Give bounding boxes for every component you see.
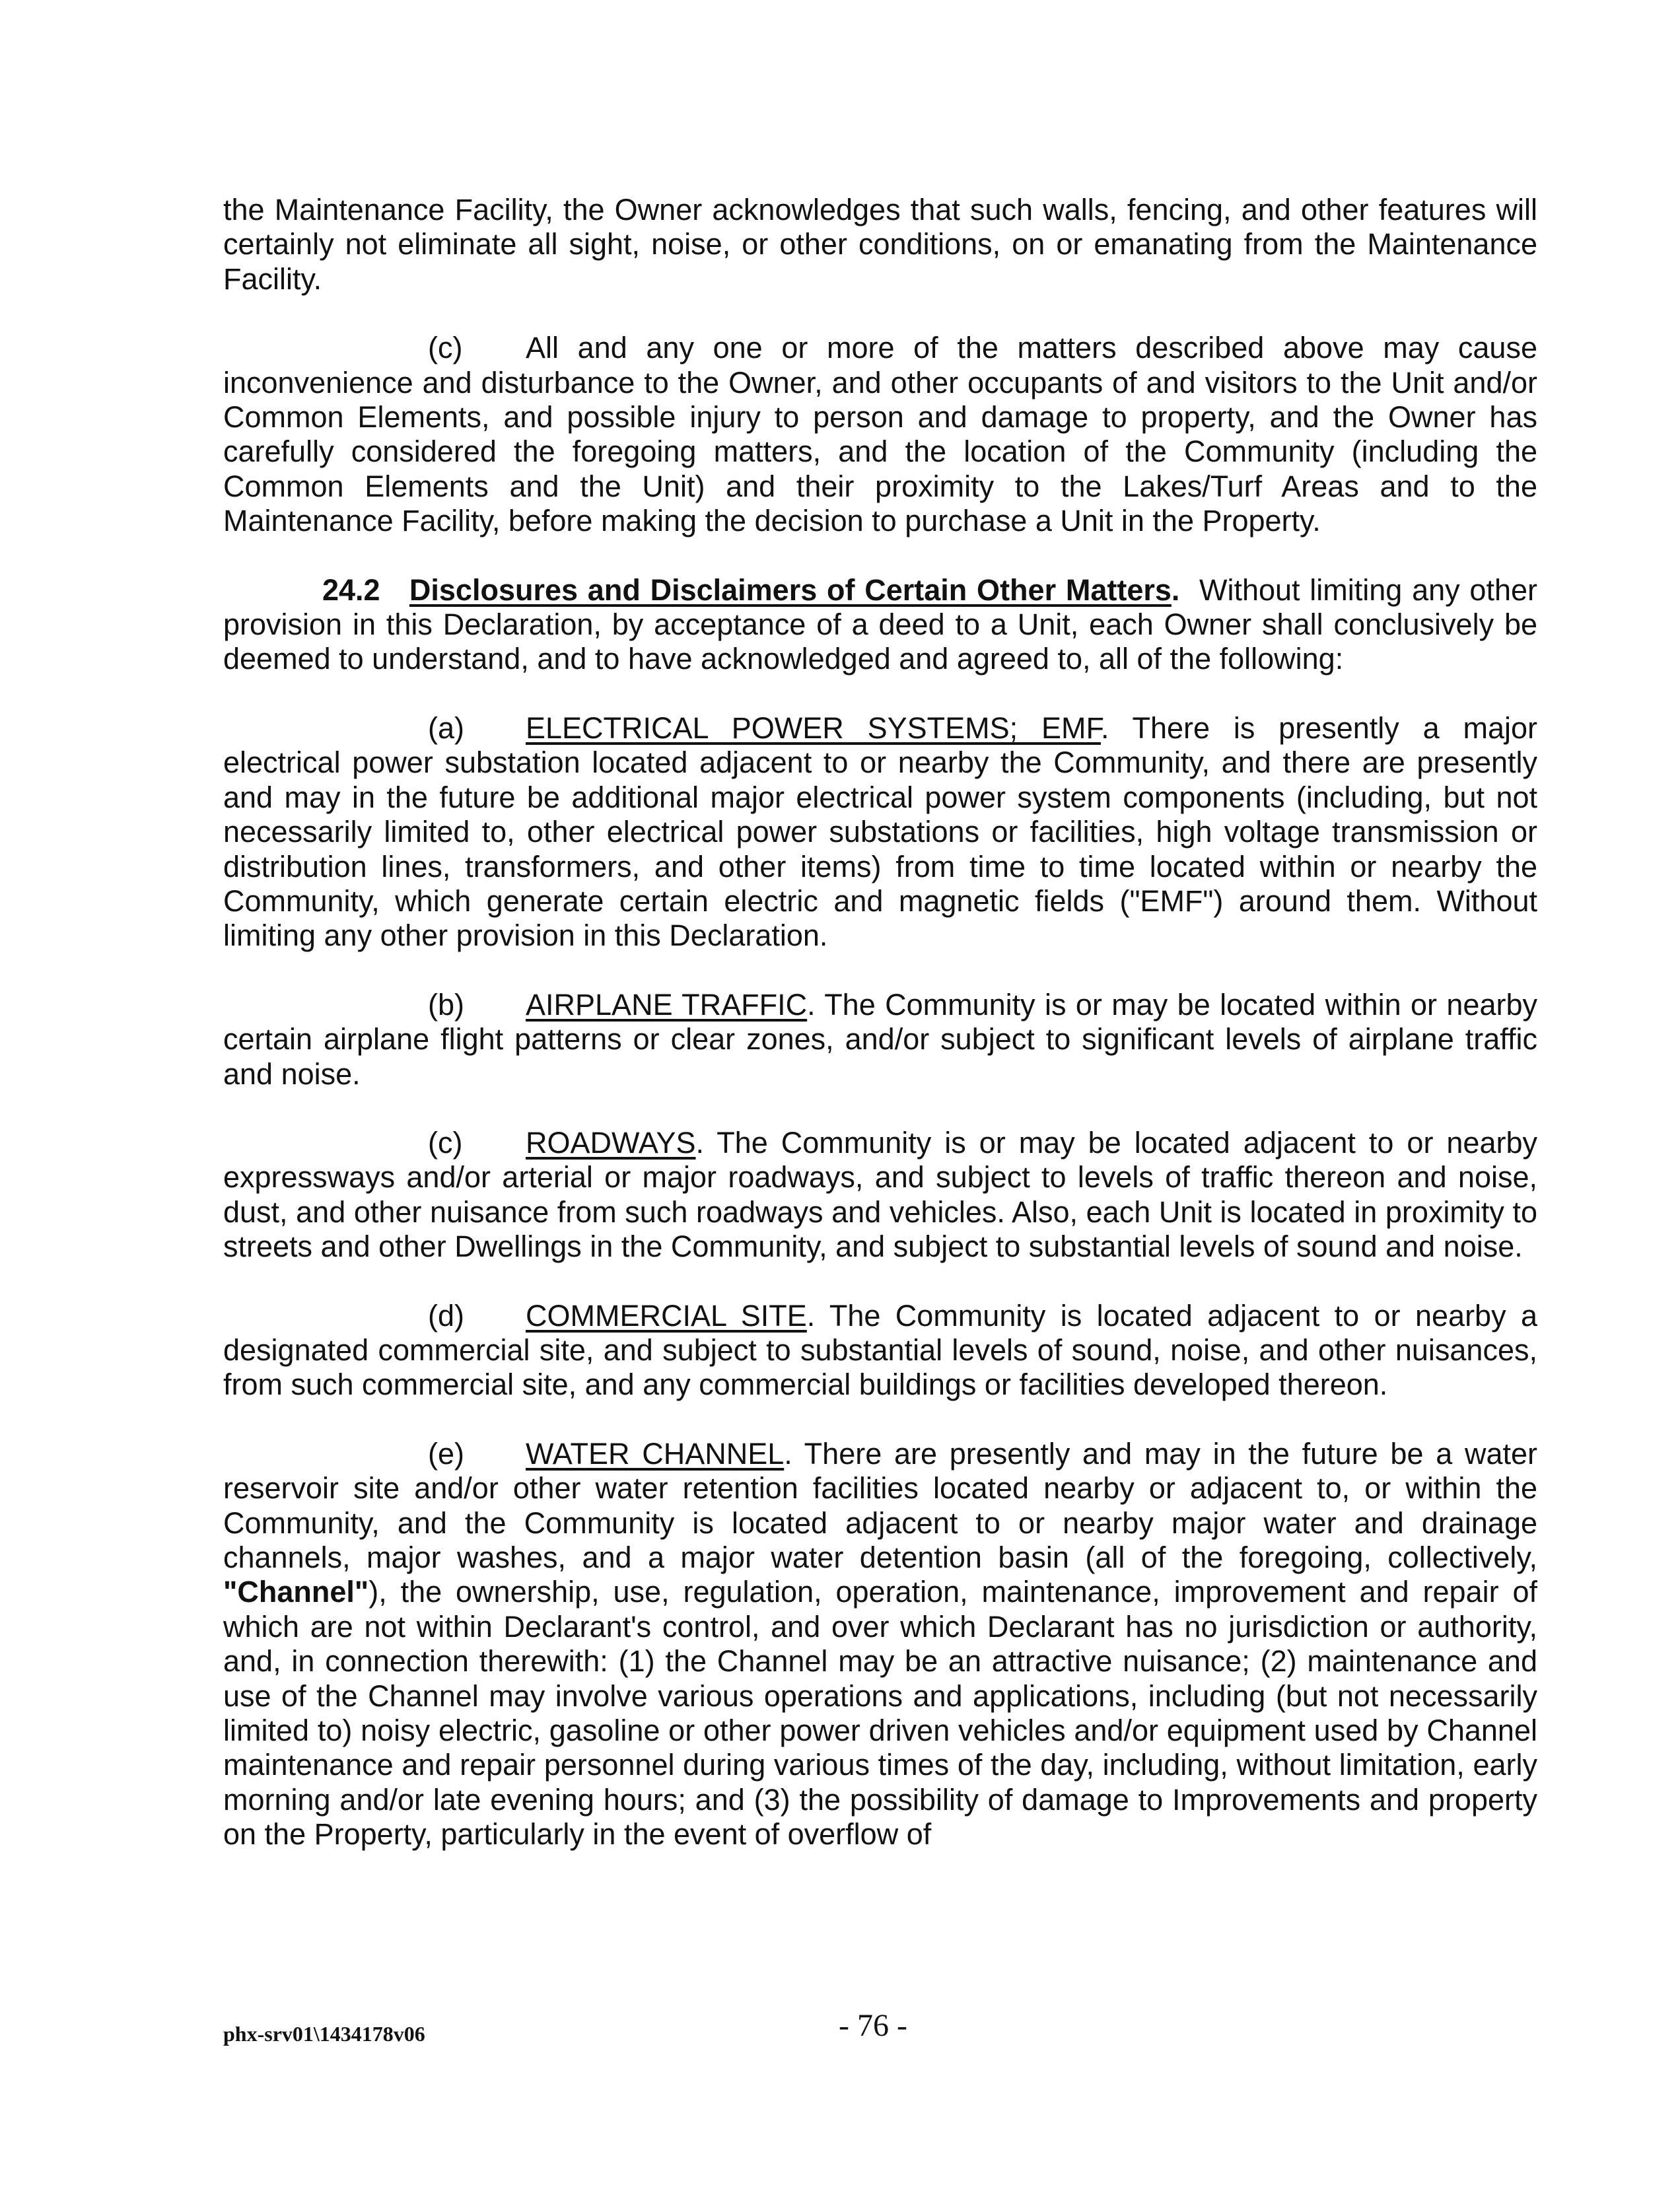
document-id: phx-srv01\1434178v06 — [223, 2022, 425, 2046]
item-text: . The Community is or may be located adjacent to or nearby expressways and/or arterial or major roadways, and subject to levels of traffic thereon and noise, dust, and other nuisance from such roadways and vehicles. Also, each Unit is located in proximity to streets and other Dwellings in the Community, and subject to substantial levels of sound and noise. — [223, 1125, 1537, 1264]
document-body — [223, 193, 1537, 1887]
item-text: . There is presently a major electrical power substation located adjacent to or nearby the Community, and there are presently and may in the future be additional major electrical power system components (including, but not necessarily limited to, other electrical power substations or facilities, high voltage transmission or distribution lines, transformers, and other items) from time to time located within or nearby the Community, which generate certain electric and magnetic fields ("EMF") around them. Without limiting any other provision in this Declaration. — [223, 711, 1537, 953]
item-label: (e) — [428, 1436, 464, 1471]
item-label: (b) — [428, 987, 464, 1022]
item-text-continued: ), the ownership, use, regulation, operation, maintenance, improvement and repair of which are not within Declarant's control, and over which Declarant has no jurisdiction or authority, and, in connection therewith: (1) the Channel may be an attractive nuisance; (2) maintenance and use of the Channel may involve various operations and applications, including (but not necessarily limited to) noisy electric, gasoline or other power driven vehicles and/or equipment used by Channel maintenance and repair personnel during various times of the day, including, without limitation, early morning and/or late evening hours; and (3) the possibility of damage to Improvements and property on the Property, particularly in the event of overflow of — [223, 1575, 1537, 1852]
section-title: Disclosures and Disclaimers of Certain Other Matters — [409, 573, 1172, 607]
item-a — [223, 711, 1537, 954]
item-heading: AIRPLANE TRAFFIC — [526, 987, 808, 1022]
item-heading: ROADWAYS — [526, 1125, 696, 1160]
item-e — [223, 1437, 1537, 1852]
section-24-2 — [223, 573, 1537, 677]
paragraph-c-lakes — [223, 331, 1537, 538]
section-text: Without limiting any other provision in this Declaration, by acceptance of a deed to a Unit, each Owner shall conclusively be deemed to understand, and to have acknowledged and agreed to, all of the following: — [223, 573, 1537, 676]
section-title-period: . — [1171, 573, 1180, 607]
item-heading: COMMERCIAL SITE — [526, 1298, 807, 1333]
item-text: . There are presently and may in the future be a water reservoir site and/or other water retention facilities located nearby or adjacent to, or within the Community, and the Community is located adjacent to or nearby major water and drainage channels, major washes, and a major water detention basin (all of the foregoing, collectively, — [223, 1436, 1538, 1574]
defined-term: "Channel" — [223, 1575, 369, 1609]
item-label: (d) — [428, 1298, 464, 1333]
item-b — [223, 988, 1537, 1092]
item-text: . The Community is or may be located within or nearby certain airplane flight patterns or clear zones, and/or subject to significant levels of airplane traffic and noise. — [223, 987, 1537, 1091]
item-label: (a) — [428, 711, 464, 745]
paragraph-text: All and any one or more of the matters described above may cause inconvenience and disturbance to the Owner, and other occupants of and visitors to the Unit and/or Common Elements, and possible injury to person and damage to property, and the Owner has carefully considered the foregoing matters, and the location of the Community (including the Common Elements and the Unit) and their proximity to the Lakes/Turf Areas and to the Maintenance Facility, before making the decision to purchase a Unit in the Property. — [223, 331, 1537, 538]
section-number: 24.2 — [322, 573, 380, 607]
item-heading: WATER CHANNEL — [526, 1436, 785, 1471]
paragraph-label: (c) — [428, 331, 463, 365]
item-c — [223, 1126, 1537, 1265]
item-text: . The Community is located adjacent to or nearby a designated commercial site, and subject to substantial levels of sound, noise, and other nuisances, from such commercial site, and any commercial buildings or facilities developed thereon. — [223, 1298, 1537, 1402]
page-number: - 76 - — [839, 2008, 907, 2043]
continued-paragraph: the Maintenance Facility, the Owner acknowledges that such walls, fencing, and other features will certainly not eliminate all sight, noise, or other conditions, on or emanating from the Maintenance Facility. — [223, 193, 1537, 296]
item-label: (c) — [428, 1125, 463, 1160]
item-heading: ELECTRICAL POWER SYSTEMS; EMF — [526, 711, 1101, 745]
item-d — [223, 1299, 1537, 1403]
